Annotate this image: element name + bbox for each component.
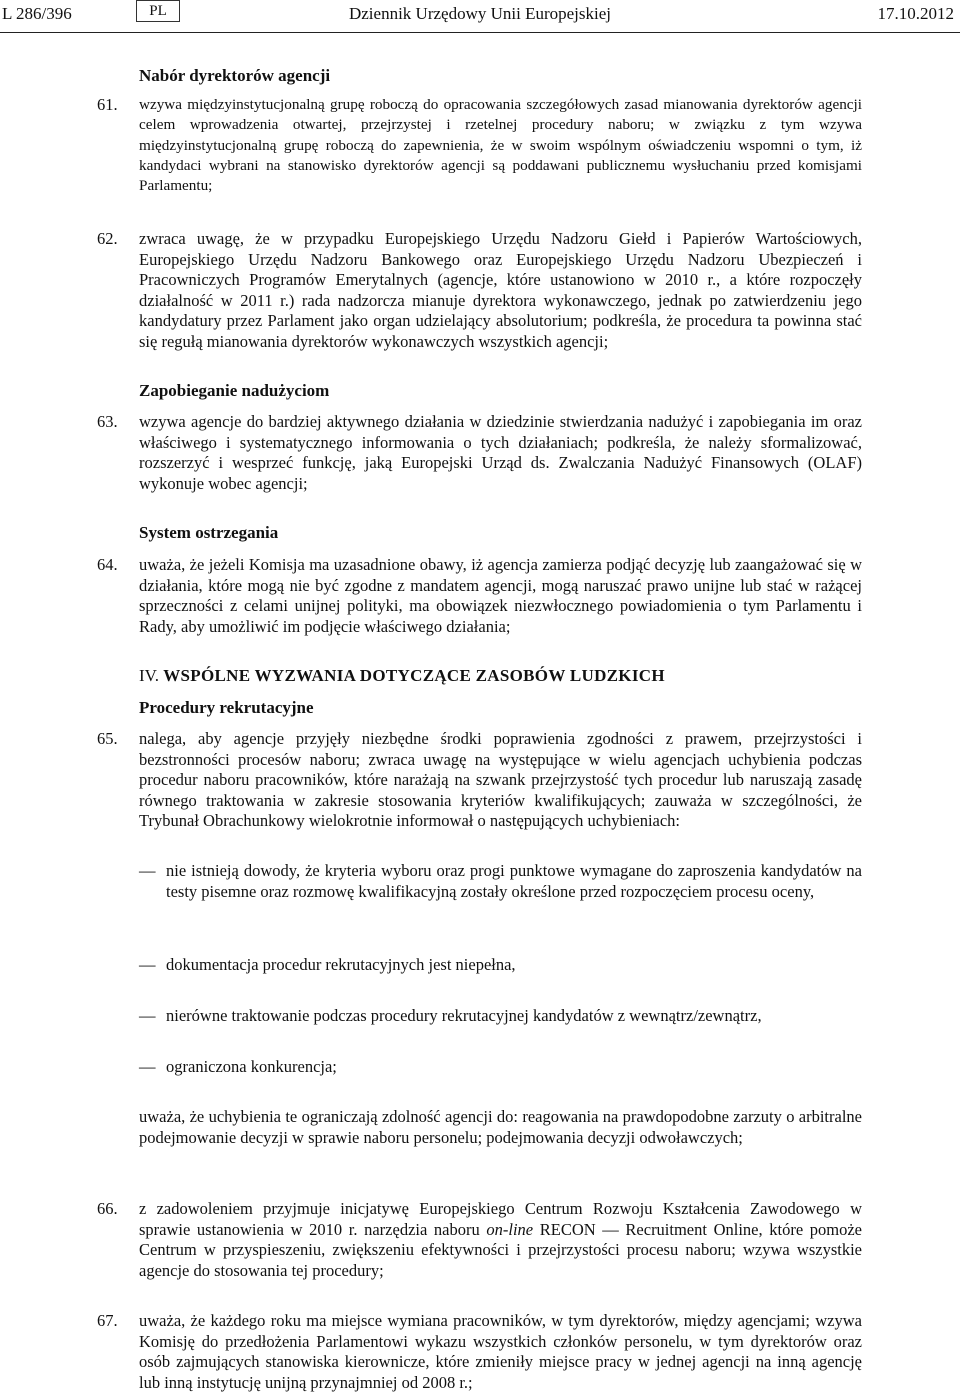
list-item: dokumentacja procedur rekrutacyjnych jest niepełna, (166, 955, 516, 974)
section-heading-fraud-prevention: Zapobieganie nadużyciom (139, 381, 330, 400)
paragraph-number-64: 64. (97, 555, 118, 574)
list-dash: — (139, 1057, 156, 1076)
paragraph-number-66: 66. (97, 1199, 118, 1218)
list-item: nie istnieją dowody, że kryteria wyboru oraz progi punktowe wymagane do zaproszenia kandydatów na testy pisemne oraz rozmowę kwalifikacyjną zostały określone przed rozpoczęciem procesu oceny, (166, 861, 862, 901)
chapter-number: IV. (139, 666, 159, 685)
list-dash: — (139, 1006, 156, 1025)
paragraph-number-63: 63. (97, 412, 118, 431)
page-header (0, 0, 960, 40)
publication-date: 17.10.2012 (877, 4, 954, 23)
section-heading-warning-system: System ostrzegania (139, 523, 279, 542)
paragraph-65: nalega, aby agencje przyjęły niezbędne środki poprawienia zgodności z prawem, przejrzystości i bezstronności procesów naboru; zwraca uwagę na występujące w wielu agencjach uchybienia podczas procedur naboru pracowników, które narażają na szwank przejrzystość tych procedur lub naruszają zasadę równego traktowania w zakresie stosowania kryteriów kwalifikujących; zauważa w szczególności, że Trybunał Obrachunkowy wielokrotnie informował o następujących uchybieniach: (139, 729, 862, 830)
paragraph-66-italic: on-line (486, 1219, 534, 1239)
chapter-title: WSPÓLNE WYZWANIA DOTYCZĄCE ZASOBÓW LUDZKICH (163, 666, 665, 685)
paragraph-number-67: 67. (97, 1311, 118, 1330)
paragraph-number-61: 61. (97, 95, 118, 114)
paragraph-61: wzywa międzyinstytucjonalną grupę roboczą do opracowania szczegółowych zasad mianowania dyrektorów agencji celem wprowadzenia otwartej, przejrzystej i rzetelnej procedury naboru; w związku z tym wzywa międzyinstytucjonalną grupę roboczą do zapewnienia, że w swoim wspólnym oświadczeniu wspomni o tym, iż kandydaci wybrani na stanowisko dyrektorów agencji są poddawani publicznemu wysłuchaniu przed komisjami Parlamentu; (139, 96, 862, 195)
paragraph-number-65: 65. (97, 729, 118, 748)
paragraph-66 (139, 1199, 862, 1281)
paragraph-number-62: 62. (97, 229, 118, 248)
list-dash: — (139, 955, 156, 974)
journal-title: Dziennik Urzędowy Unii Europejskiej (348, 4, 611, 23)
header-divider (0, 32, 960, 33)
paragraph-63: wzywa agencje do bardziej aktywnego działania w dziedzinie stwierdzania nadużyć i zapobiegania im oraz właściwego i systematycznego informowania o tych działaniach; podkreśla, że należy sformalizować, rozszerzyć i wesprzeć funkcję, jaką Europejski Urząd ds. Zwalczania Nadużyć Finansowych (OLAF) wykonuje wobec agencji; (139, 412, 862, 493)
list-item: nierówne traktowanie podczas procedury rekrutacyjnej kandydatów z wewnątrz/zewnątrz, (166, 1006, 762, 1025)
paragraph-67: uważa, że każdego roku ma miejsce wymiana pracowników, w tym dyrektorów, między agencjami; wzywa Komisję do przedłożenia Parlamentowi wykazu wszystkich członków personelu, w tym dyrektorów oraz osób zajmujących stanowiska kierownicze, które zmieniły miejsce pracy w jednej agencji na inną agencję lub inną instytucję unijną przynajmniej od 2008 r.; (139, 1311, 862, 1392)
paragraph-62: zwraca uwagę, że w przypadku Europejskiego Urzędu Nadzoru Giełd i Papierów Wartościowych, Europejskiego Urzędu Nadzoru Bankowego oraz Europejskiego Urzędu Nadzoru Ubezpieczeń i Pracowniczych Programów Emerytalnych (agencje, które ustanowiono w 2010 r., a które rozpoczęły działalność w 2011 r.) rada nadzorcza mianuje dyrektora wykonawczego, jednak po zatwierdzeniu jego kandydatury przez Parlament jako organ udzielający absolutorium; podkreśla, że procedura ta powinna stać się regułą mianowania dyrektorów wykonawczych wszystkich agencji; (139, 229, 862, 351)
section-heading-director-selection: Nabór dyrektorów agencji (139, 66, 331, 85)
paragraph-64: uważa, że jeżeli Komisja ma uzasadnione obawy, iż agencja zamierza podjąć decyzję lub zaangażować się w działania, które mogą nie być zgodne z mandatem agencji, mogą naruszać prawo unijne lub stać w rażącej sprzeczności z celami unijnej polityki, ma obowiązek niezwłocznego powiadomienia o tym Parlamentu i Rady, aby umożliwić im podjęcie właściwego działania; (139, 555, 862, 636)
list-item: ograniczona konkurencja; (166, 1057, 337, 1076)
paragraph-65-continuation: uważa, że uchybienia te ograniczają zdolność agencji do: reagowania na prawdopodobne zarzuty o arbitralne podejmowanie decyzji w sprawie naboru personelu; podejmowania decyzji odwoławczych; (139, 1107, 862, 1147)
page-reference: L 286/396 (2, 4, 72, 23)
paragraph-66-part-1: z zadowoleniem przyjmuje inicjatywę Europejskiego Centrum Rozwoju Kształcenia Zawodowego w sprawie ustanowienia w 2010 r. narzędzia naboru (139, 1199, 862, 1239)
language-badge: PL (136, 0, 180, 22)
list-dash: — (139, 861, 156, 880)
chapter-heading-iv (139, 666, 665, 686)
paragraph-66-part-2: RECON — Recruitment Online, które pomoże Centrum w przyspieszeniu, zwiększeniu efektywności i przejrzystości procesu naboru; wzywa wszystkie agencje do stosowania tej procedury; (139, 1219, 862, 1280)
section-heading-recruitment: Procedury rekrutacyjne (139, 698, 314, 717)
